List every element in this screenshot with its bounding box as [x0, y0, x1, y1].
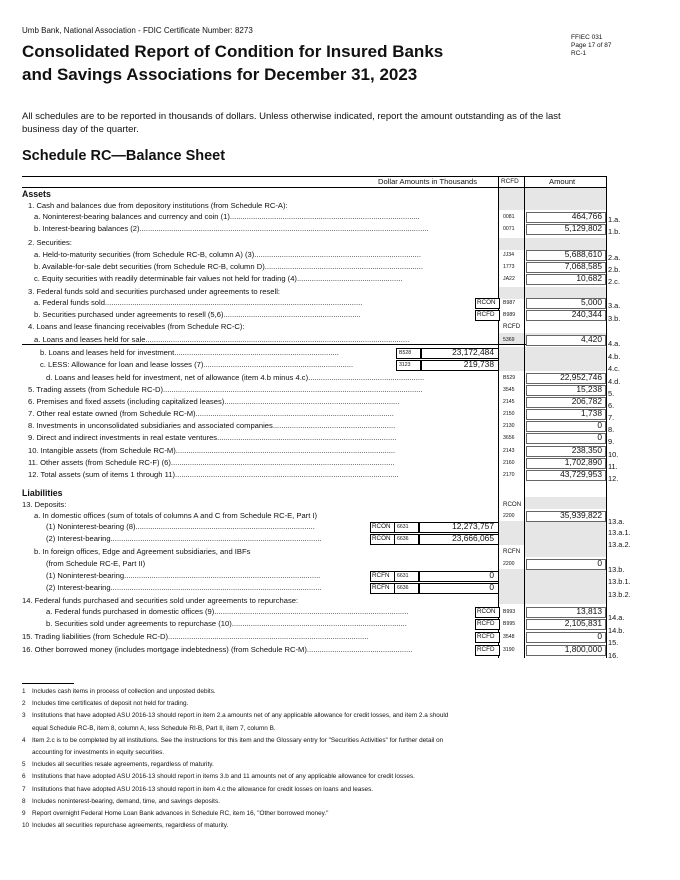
line-item-code: 2200 [503, 513, 515, 519]
footnote [22, 809, 328, 818]
line-item-code: 3545 [503, 387, 515, 393]
item-reference: 14.b. [608, 626, 625, 635]
line-item-amount[interactable]: 5,000 [581, 297, 602, 307]
shaded-area [498, 347, 606, 371]
item-reference: 2.a. [608, 253, 621, 262]
line-item-label: 11. Other assets (from Schedule RC-F) (6).......................................................................................................... [28, 458, 395, 467]
footnote [22, 821, 228, 830]
footnote-text: Includes all securities resale agreements, regardless of maturity. [32, 761, 214, 769]
line-item-code: B989 [503, 312, 516, 318]
item-reference: 2.c. [608, 277, 620, 286]
amount-box [526, 632, 606, 643]
line-item-amount[interactable]: 0 [597, 558, 602, 568]
line-item-label: a. Loans and leases held for sale............................................................................................................................. [34, 335, 410, 344]
footnote [22, 699, 188, 708]
line-item-code: 2143 [503, 448, 515, 454]
schedule-title: Schedule RC—Balance Sheet [22, 148, 226, 164]
line-item-code: 2170 [503, 472, 515, 478]
footnote [22, 748, 164, 757]
schedule-code: RC-1 [571, 50, 587, 57]
item-reference: 10. [608, 450, 619, 459]
line-item-label: 4. Loans and lease financing receivables (from Schedule RC-C): [28, 322, 245, 331]
line-item-label: 15. Trading liabilities (from Schedule RC-D)............................................................................................... [22, 632, 369, 641]
line-item-prefix: RCFD [477, 311, 495, 318]
line-item-label: 1. Cash and balances due from depository institutions (from Schedule RC-A): [28, 201, 288, 210]
intro-text: All schedules are to be reported in thousands of dollars. Unless otherwise indicated, report the amount outstanding as of the last business day of the quarter. [22, 111, 561, 135]
line-item-code: 3190 [503, 647, 515, 653]
section-heading-assets: Assets [22, 189, 51, 199]
line-item-code: B529 [503, 375, 516, 381]
line-item-code: JJ34 [503, 252, 514, 258]
line-item-amount[interactable]: 0 [489, 570, 494, 580]
shaded-area [498, 569, 606, 604]
line-item-label: (from Schedule RC-E, Part II) [46, 559, 146, 568]
line-item-amount[interactable]: 13,813 [576, 606, 602, 616]
footnote [22, 760, 214, 769]
line-item-code: 0081 [503, 214, 515, 220]
shaded-area [498, 521, 606, 545]
shaded-area [498, 188, 606, 210]
line-item-amount[interactable]: 35,939,822 [560, 510, 602, 520]
footnote-text: equal Schedule RC-B, item 8, column A, less Schedule RI-B, Part II, item 7, column B. [32, 724, 276, 732]
page-number: Page 17 of 87 [571, 42, 612, 49]
line-item-prefix: RCON [372, 523, 391, 530]
line-item-code: 1773 [503, 264, 515, 270]
line-item-amount[interactable]: 43,729,953 [560, 469, 602, 479]
line-item-amount[interactable]: 5,688,610 [564, 249, 602, 259]
line-item-label: (2) Interest-bearing.................................................................................................... [46, 534, 322, 543]
bank-identifier: Umb Bank, National Association - FDIC Certificate Number: 8273 [22, 26, 253, 35]
line-item-amount[interactable]: 240,344 [571, 309, 602, 319]
line-item-prefix: RCON [477, 608, 496, 615]
line-item-code: 2150 [503, 411, 515, 417]
line-item-label: 14. Federal funds purchased and securities sold under agreements to repurchase: [22, 596, 299, 605]
line-item-code: 0071 [503, 226, 515, 232]
line-item-code: JA22 [503, 276, 515, 282]
form-info [571, 34, 611, 58]
column-header-label: Dollar Amounts in Thousands [378, 177, 478, 186]
section-heading-liabilities: Liabilities [22, 488, 63, 498]
footnote-number: 9 [22, 810, 26, 817]
column-header-prefix: RCFD [501, 178, 519, 185]
line-item-label: a. In domestic offices (sum of totals of columns A and C from Schedule RC-E, Part I) [34, 511, 318, 520]
line-item-label: a. Noninterest-bearing balances and currency and coin (1).......................................................................................... [34, 212, 420, 221]
footnote [22, 785, 373, 794]
amount-box [526, 559, 606, 570]
line-item-amount[interactable]: 2,105,831 [564, 618, 602, 628]
line-item-code: 6636 [397, 585, 409, 591]
item-reference: 4.b. [608, 352, 621, 361]
footnote-number: 1 [22, 688, 26, 695]
item-reference: 16. [608, 651, 619, 660]
line-item-code: 3656 [503, 435, 515, 441]
line-item-label: 13. Deposits: [22, 500, 67, 509]
line-item-label: 6. Premises and fixed assets (including capitalized leases)................................................................................... [28, 397, 400, 406]
footnote-text: Includes time certificates of deposit not held for trading. [32, 700, 189, 708]
item-reference: 13.a.2. [608, 540, 631, 549]
item-reference: 13.b. [608, 565, 625, 574]
footnote-number: 4 [22, 736, 26, 744]
line-item-amount[interactable]: 1,800,000 [564, 644, 602, 654]
line-item-amount[interactable]: 10,682 [576, 273, 602, 283]
line-item-label: 16. Other borrowed money (includes mortgage indebtedness) (from Schedule RC-M).................................................. [22, 645, 413, 654]
line-item-label: 8. Investments in unconsolidated subsidiaries and associated companies.......................................................... [28, 421, 396, 430]
item-reference: 5. [608, 389, 615, 398]
line-item-label: (1) Noninterest-bearing (8)..................................................................................... [46, 522, 315, 531]
footnote [22, 687, 216, 696]
footnote-text: Institutions that have adopted ASU 2016-13 should report in item 4.c the allowance for credit losses on loans and leases. [32, 785, 374, 793]
line-item-code: 2160 [503, 460, 515, 466]
amount-box [526, 433, 606, 444]
item-reference: 4.a. [608, 339, 621, 348]
line-item-label: c. LESS: Allowance for loan and lease losses (7)....................................................................... [40, 360, 354, 369]
line-item-prefix: RCFD [477, 646, 495, 653]
line-item-code: B995 [503, 621, 516, 627]
line-item-label: (1) Noninterest-bearing............................................................................................. [46, 571, 321, 580]
line-item-amount[interactable]: 7,068,585 [564, 261, 602, 271]
line-item-amount[interactable]: 219,738 [463, 359, 494, 369]
line-item-label: b. Interest-bearing balances (2)......................................................................................................................................... [34, 224, 429, 233]
line-item-code: 3548 [503, 634, 515, 640]
line-item-code: 2200 [503, 561, 515, 567]
item-reference: 4.c. [608, 364, 620, 373]
item-reference: 1.a. [608, 215, 621, 224]
line-item-amount[interactable]: 1,738 [581, 408, 602, 418]
line-item-amount[interactable]: 12,273,757 [452, 521, 494, 531]
footnote-number: 10 [22, 822, 30, 830]
line-item-prefix: RCON [372, 535, 391, 542]
line-item-code: 6636 [397, 536, 409, 542]
line-item-amount[interactable]: 23,666,065 [452, 533, 494, 543]
footnote-text: Report overnight Federal Home Loan Bank advances in Schedule RC, item 16, "Other borrowed money." [32, 810, 329, 817]
report-title-line-1: Consolidated Report of Condition for Insured Banks [22, 42, 444, 61]
footnote-text: Includes all securities repurchase agreements, regardless of maturity. [32, 822, 229, 830]
footnote [22, 797, 220, 806]
shaded-area [524, 497, 606, 509]
line-item-label: a. Held-to-maturity securities (from Schedule RC-B, column A) (3)............................................................................... [34, 250, 421, 259]
item-reference: 3.b. [608, 314, 621, 323]
line-item-code: RCFN [503, 548, 521, 555]
footnote-text: Includes noninterest-bearing, demand, time, and savings deposits. [32, 797, 220, 805]
line-item-code: 6631 [397, 524, 409, 530]
column-header-amount: Amount [549, 177, 576, 186]
line-item-label: a. Federal funds sold.......................................................................................................................... [34, 298, 363, 307]
footnote-number: 2 [22, 700, 26, 708]
line-item-amount[interactable]: 22,952,746 [560, 372, 602, 382]
line-item-code: B993 [503, 609, 516, 615]
item-reference: 1.b. [608, 227, 621, 236]
line-item-amount[interactable]: 4,420 [581, 334, 602, 344]
footnote [22, 724, 276, 733]
line-item-amount[interactable]: 23,172,484 [452, 347, 494, 357]
line-item-amount[interactable]: 0 [597, 420, 602, 430]
line-item-label: 2. Securities: [28, 238, 72, 247]
line-item-label: 7. Other real estate owned (from Schedule RC-M).............................................................................................. [28, 409, 394, 418]
footnote-text: Institutions that have adopted ASU 2016-13 should report in items 3.b and 11 amounts net of any applicable allowance for credit losses. [32, 773, 415, 781]
line-item-code: RCFD [503, 323, 521, 330]
line-item-code: 2130 [503, 423, 515, 429]
footnote-text: Item 2.c is to be completed by all institutions. See the instructions for this item and the Glossary entry for "Securities Activities" for further detail on [32, 736, 444, 744]
item-reference: 13.a.1. [608, 528, 631, 537]
footnote [22, 711, 448, 720]
line-item-code: 6631 [397, 573, 409, 579]
line-item-label: 9. Direct and indirect investments in real estate ventures..................................................................................... [28, 433, 397, 442]
line-item-label: c. Equity securities with readily determinable fair values not held for trading (4).................................................. [34, 274, 403, 283]
line-item-code: 2145 [503, 399, 515, 405]
line-item-amount[interactable]: 1,702,890 [564, 457, 602, 467]
shaded-area [524, 545, 606, 557]
item-reference: 12. [608, 474, 619, 483]
footnote-number: 3 [22, 712, 26, 720]
line-item-amount[interactable]: 5,129,802 [564, 223, 602, 233]
line-item-code: B987 [503, 300, 516, 306]
line-item-code: B528 [399, 350, 412, 356]
line-item-prefix: RCFN [372, 572, 390, 579]
line-item-label: d. Loans and leases held for investment, net of allowance (item 4.b minus 4.c)....................................................... [46, 373, 425, 382]
line-item-amount[interactable]: 0 [597, 432, 602, 442]
line-item-label: a. Federal funds purchased in domestic offices (9)............................................................................................ [46, 607, 409, 616]
line-item-amount[interactable]: 238,350 [571, 445, 602, 455]
line-item-prefix: RCFD [477, 633, 495, 640]
line-item-code: 3123 [399, 362, 411, 368]
line-item-label: b. Loans and leases held for investment.............................................................................. [40, 348, 339, 357]
item-reference: 13.a. [608, 517, 625, 526]
line-item-label: 5. Trading assets (from Schedule RC-D)........................................................................................................................... [28, 385, 423, 394]
item-reference: 13.b.2. [608, 590, 631, 599]
item-reference: 13.b.1. [608, 577, 631, 586]
line-item-label: b. Securities purchased under agreements to resell (5,6)................................................................. [34, 310, 361, 319]
line-item-prefix: RCON [477, 299, 496, 306]
amount-box [526, 421, 606, 432]
line-item-label: b. Available-for-sale debt securities (from Schedule RC-B, column D)........................................................................... [34, 262, 423, 271]
footnote [22, 736, 443, 745]
line-item-label: b. In foreign offices, Edge and Agreement subsidiaries, and IBFs [34, 547, 251, 556]
item-reference: 14.a. [608, 613, 625, 622]
footnote-number: 5 [22, 761, 26, 769]
line-item-prefix: RCFN [372, 584, 390, 591]
footnote [22, 772, 415, 781]
item-reference: 8. [608, 425, 615, 434]
footnote-number: 6 [22, 773, 26, 781]
item-reference: 7. [608, 413, 615, 422]
line-item-label: 3. Federal funds sold and securities purchased under agreements to resell: [28, 287, 281, 296]
line-item-amount[interactable]: 0 [597, 631, 602, 641]
line-item-label: (2) Interest-bearing.................................................................................................... [46, 583, 322, 592]
line-item-amount[interactable]: 464,766 [571, 211, 602, 221]
item-reference: 4.d. [608, 377, 621, 386]
line-item-label: 10. Intangible assets (from Schedule RC-M)........................................................................................................ [28, 446, 396, 455]
line-item-code: 5369 [503, 337, 515, 343]
item-reference: 9. [608, 437, 615, 446]
line-item-amount[interactable]: 206,782 [571, 396, 602, 406]
line-item-amount[interactable]: 0 [489, 582, 494, 592]
line-item-prefix: RCFD [477, 620, 495, 627]
line-item-amount[interactable]: 15,238 [576, 384, 602, 394]
item-reference: 6. [608, 401, 615, 410]
footnote-text: accounting for investments in equity securities. [32, 749, 165, 756]
item-reference: 11. [608, 462, 618, 471]
report-title-line-2: and Savings Associations for December 31, 2023 [22, 65, 418, 84]
footnote-number: 8 [22, 797, 26, 805]
form-code: FFIEC 031 [571, 34, 603, 41]
amount-box [419, 571, 499, 582]
footnote-number: 7 [22, 785, 26, 793]
item-reference: 3.a. [608, 301, 621, 310]
line-item-label: 12. Total assets (sum of items 1 through 11).......................................................................................................... [28, 470, 399, 479]
item-reference: 2.b. [608, 265, 621, 274]
footnote-text: Includes cash items in process of collection and unposted debits. [32, 688, 216, 695]
footnote-text: Institutions that have adopted ASU 2016-13 should report in item 2.a amounts net of any applicable allowance for credit losses, and item 2.a should [32, 712, 449, 720]
amount-box [419, 583, 499, 594]
line-item-label: b. Securities sold under agreements to repurchase (10)................................................................................... [46, 619, 407, 628]
item-reference: 15. [608, 638, 619, 647]
line-item-code: RCON [503, 501, 522, 508]
